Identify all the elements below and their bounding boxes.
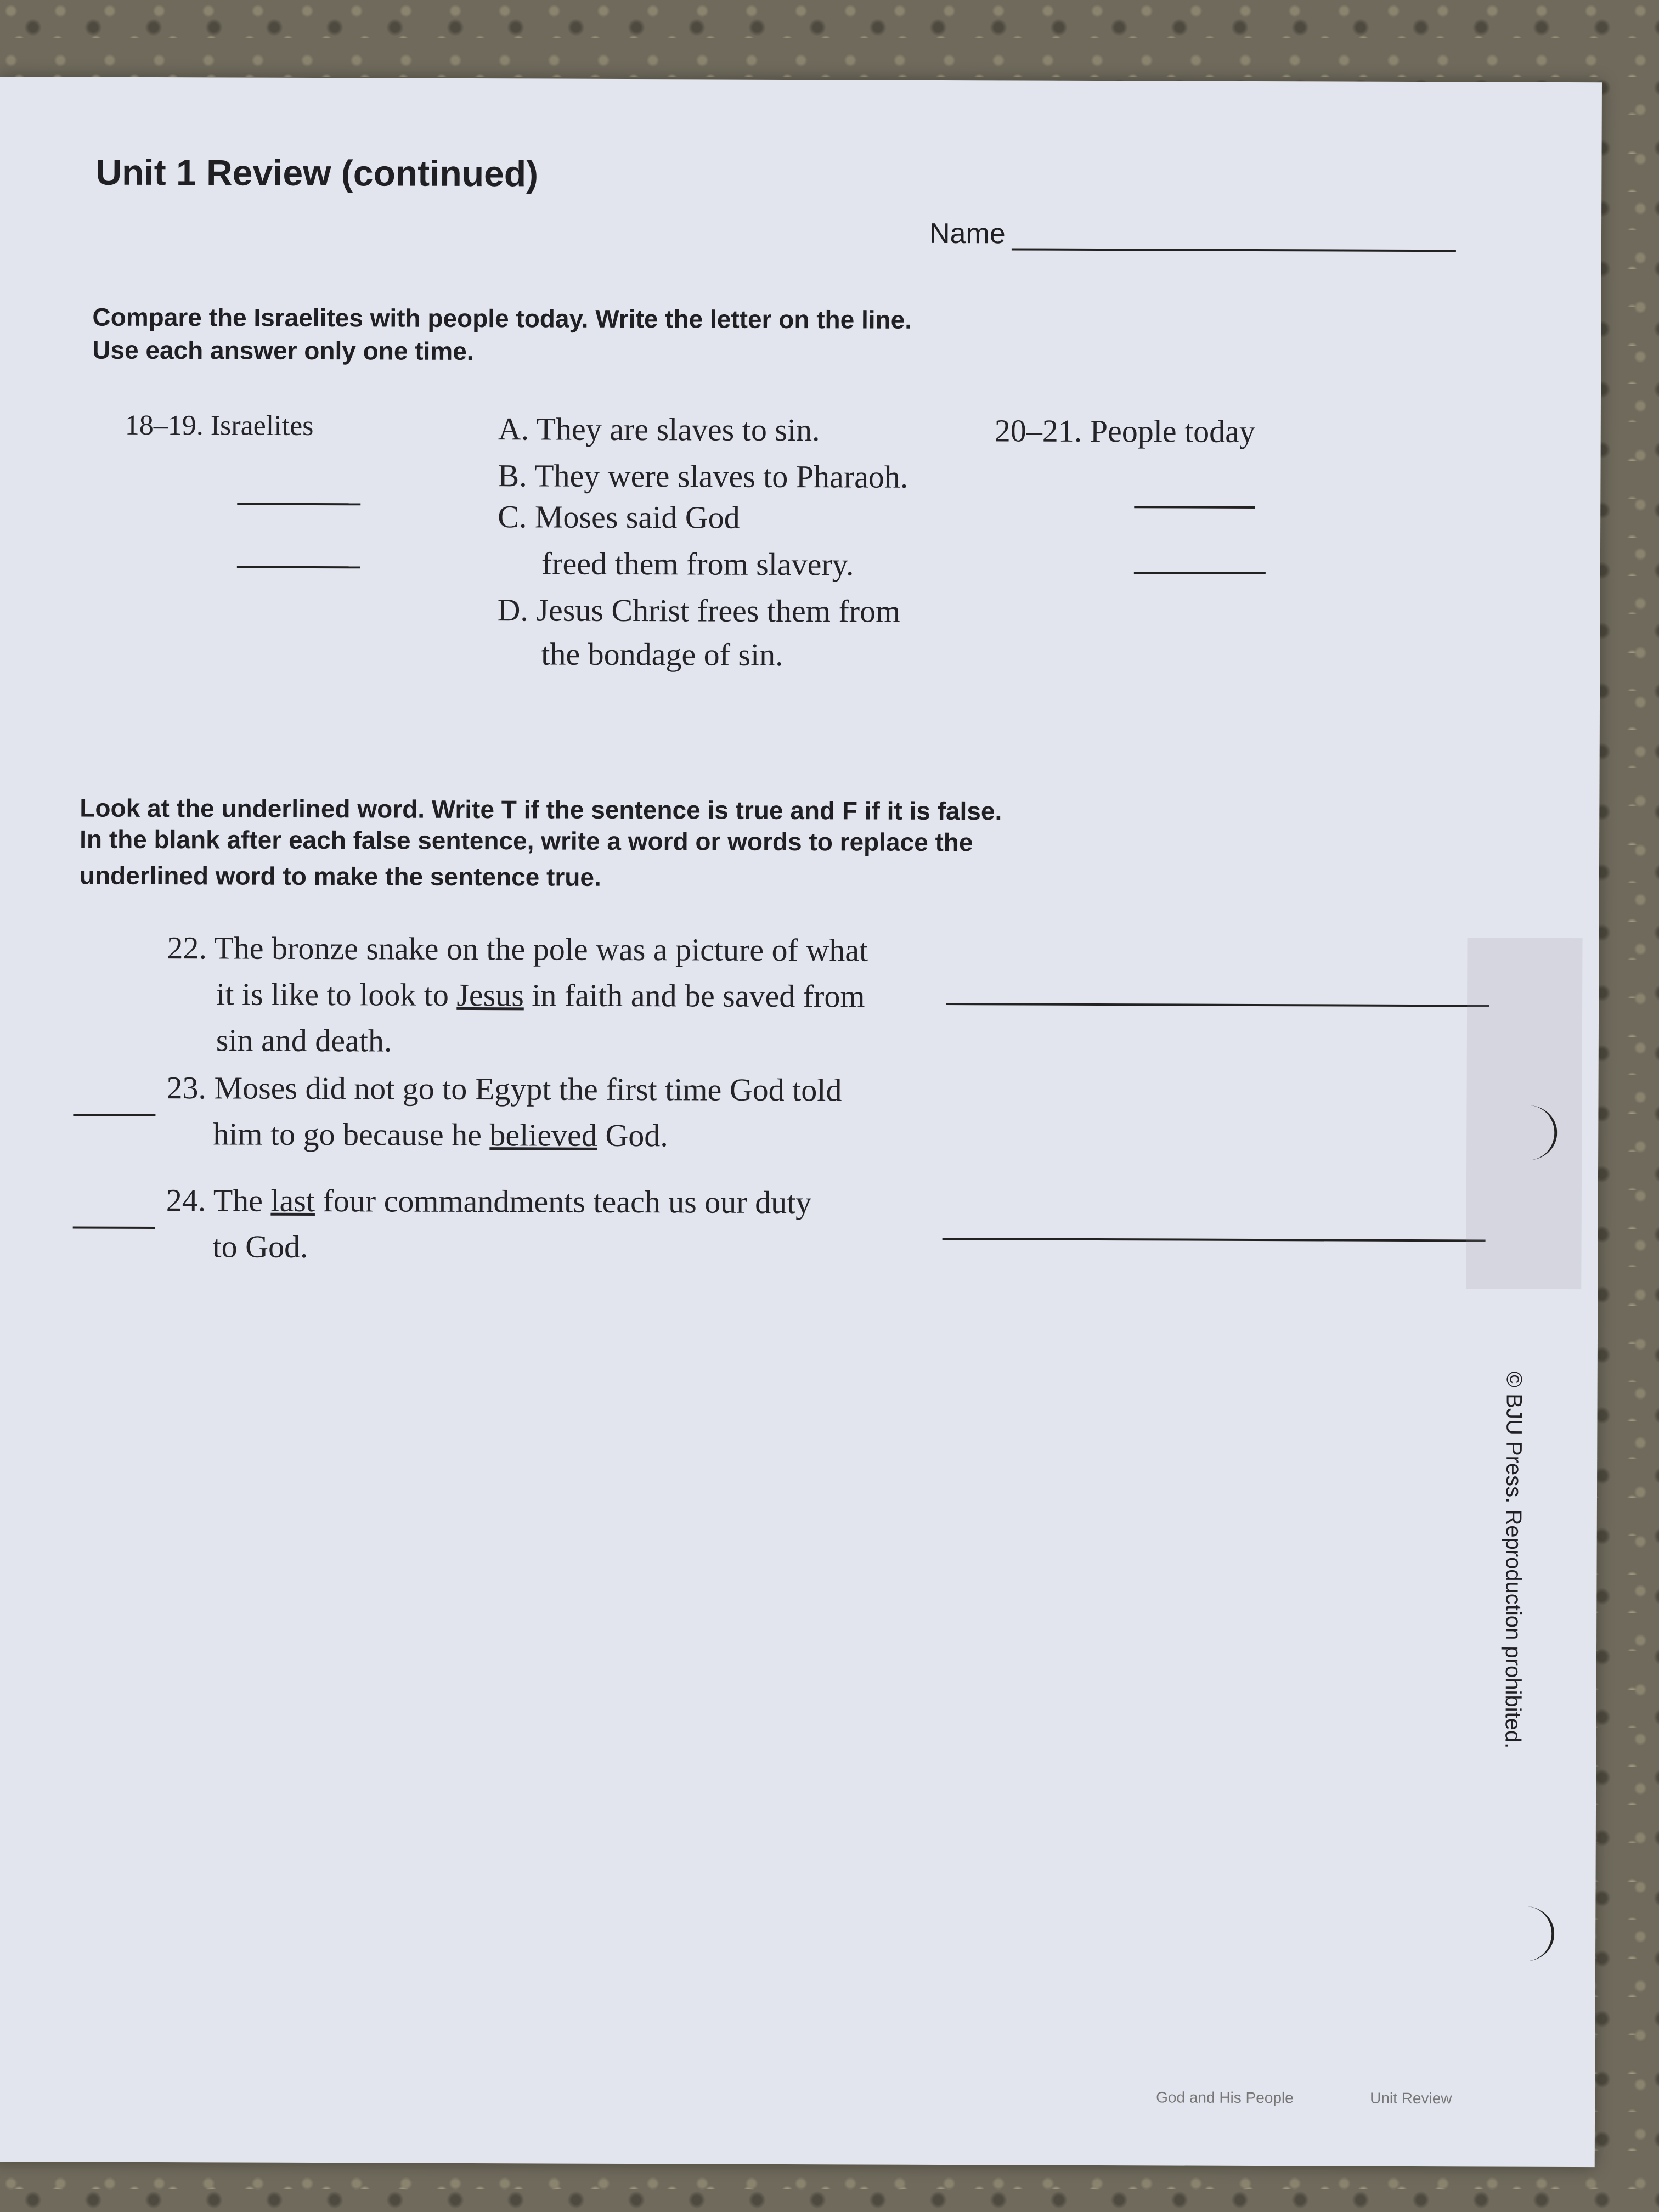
q22-underlined-word: Jesus bbox=[456, 977, 524, 1013]
section1-instruction-2: Use each answer only one time. bbox=[92, 335, 474, 366]
binder-hole-mark-1 bbox=[1499, 1105, 1557, 1160]
page-title: Unit 1 Review (continued) bbox=[95, 151, 539, 194]
option-c: C. Moses said God bbox=[498, 499, 740, 535]
correction-blank-24[interactable] bbox=[943, 1238, 1486, 1242]
q23-underlined-word: believed bbox=[489, 1117, 597, 1153]
footer-book-title: God and His People bbox=[1156, 2089, 1294, 2107]
option-c-cont: freed them from slavery. bbox=[541, 545, 854, 583]
name-label: Name bbox=[929, 217, 1006, 250]
tf-blank-24[interactable] bbox=[73, 1226, 155, 1229]
answer-blank-21[interactable] bbox=[1134, 572, 1266, 574]
worksheet-page bbox=[0, 77, 1602, 2167]
people-today-heading: 20–21. People today bbox=[994, 413, 1256, 449]
section1-instruction-1: Compare the Israelites with people today. Write the letter on the line. bbox=[92, 302, 912, 334]
option-d-cont: the bondage of sin. bbox=[541, 636, 783, 673]
binder-hole-mark-2 bbox=[1497, 1906, 1554, 1961]
q24-line2: to God. bbox=[212, 1228, 308, 1265]
answer-blank-19[interactable] bbox=[237, 566, 360, 569]
q24-text-b: four commandments teach us our duty bbox=[314, 1183, 812, 1221]
answer-blank-18[interactable] bbox=[237, 503, 360, 506]
copyright-notice: © BJU Press. Reproduction prohibited. bbox=[1500, 1371, 1526, 1749]
question-23 bbox=[166, 1065, 842, 1159]
q24-underlined-word: last bbox=[270, 1182, 315, 1219]
q24-line1 bbox=[166, 1177, 812, 1226]
q22-line3: sin and death. bbox=[216, 1022, 392, 1059]
question-24 bbox=[166, 1177, 811, 1272]
israelites-heading: 18–19. Israelites bbox=[125, 409, 314, 442]
section2-instruction-1: Look at the underlined word. Write T if the sentence is true and F if it is false. bbox=[80, 793, 1002, 826]
q23-line1: 23. Moses did not go to Egypt the first time God told bbox=[166, 1070, 842, 1108]
section2-instruction-2: In the blank after each false sentence, write a word or words to replace the bbox=[80, 825, 973, 857]
q23-text-b: God. bbox=[597, 1117, 668, 1154]
q23-text-a: him to go because he bbox=[213, 1116, 490, 1153]
q23-line2 bbox=[166, 1111, 842, 1159]
answer-blank-20[interactable] bbox=[1134, 506, 1255, 509]
tf-blank-23[interactable] bbox=[73, 1114, 155, 1116]
option-a: A. They are slaves to sin. bbox=[498, 411, 820, 448]
footer-unit: Unit Review bbox=[1370, 2089, 1452, 2107]
q22-line1: 22. The bronze snake on the pole was a picture of what bbox=[167, 930, 868, 968]
correction-blank-22[interactable] bbox=[946, 1003, 1489, 1007]
q22-line2 bbox=[167, 971, 868, 1019]
option-b: B. They were slaves to Pharaoh. bbox=[498, 458, 909, 495]
section2-instruction-3: underlined word to make the sentence true. bbox=[79, 861, 601, 891]
q22-text-b: in faith and be saved from bbox=[523, 977, 865, 1014]
q22-text-a: it is like to look to bbox=[216, 976, 457, 1013]
name-field[interactable] bbox=[1012, 248, 1456, 252]
question-22 bbox=[167, 925, 868, 1065]
option-d: D. Jesus Christ frees them from bbox=[497, 592, 901, 629]
q24-text-a: 24. The bbox=[166, 1182, 271, 1218]
